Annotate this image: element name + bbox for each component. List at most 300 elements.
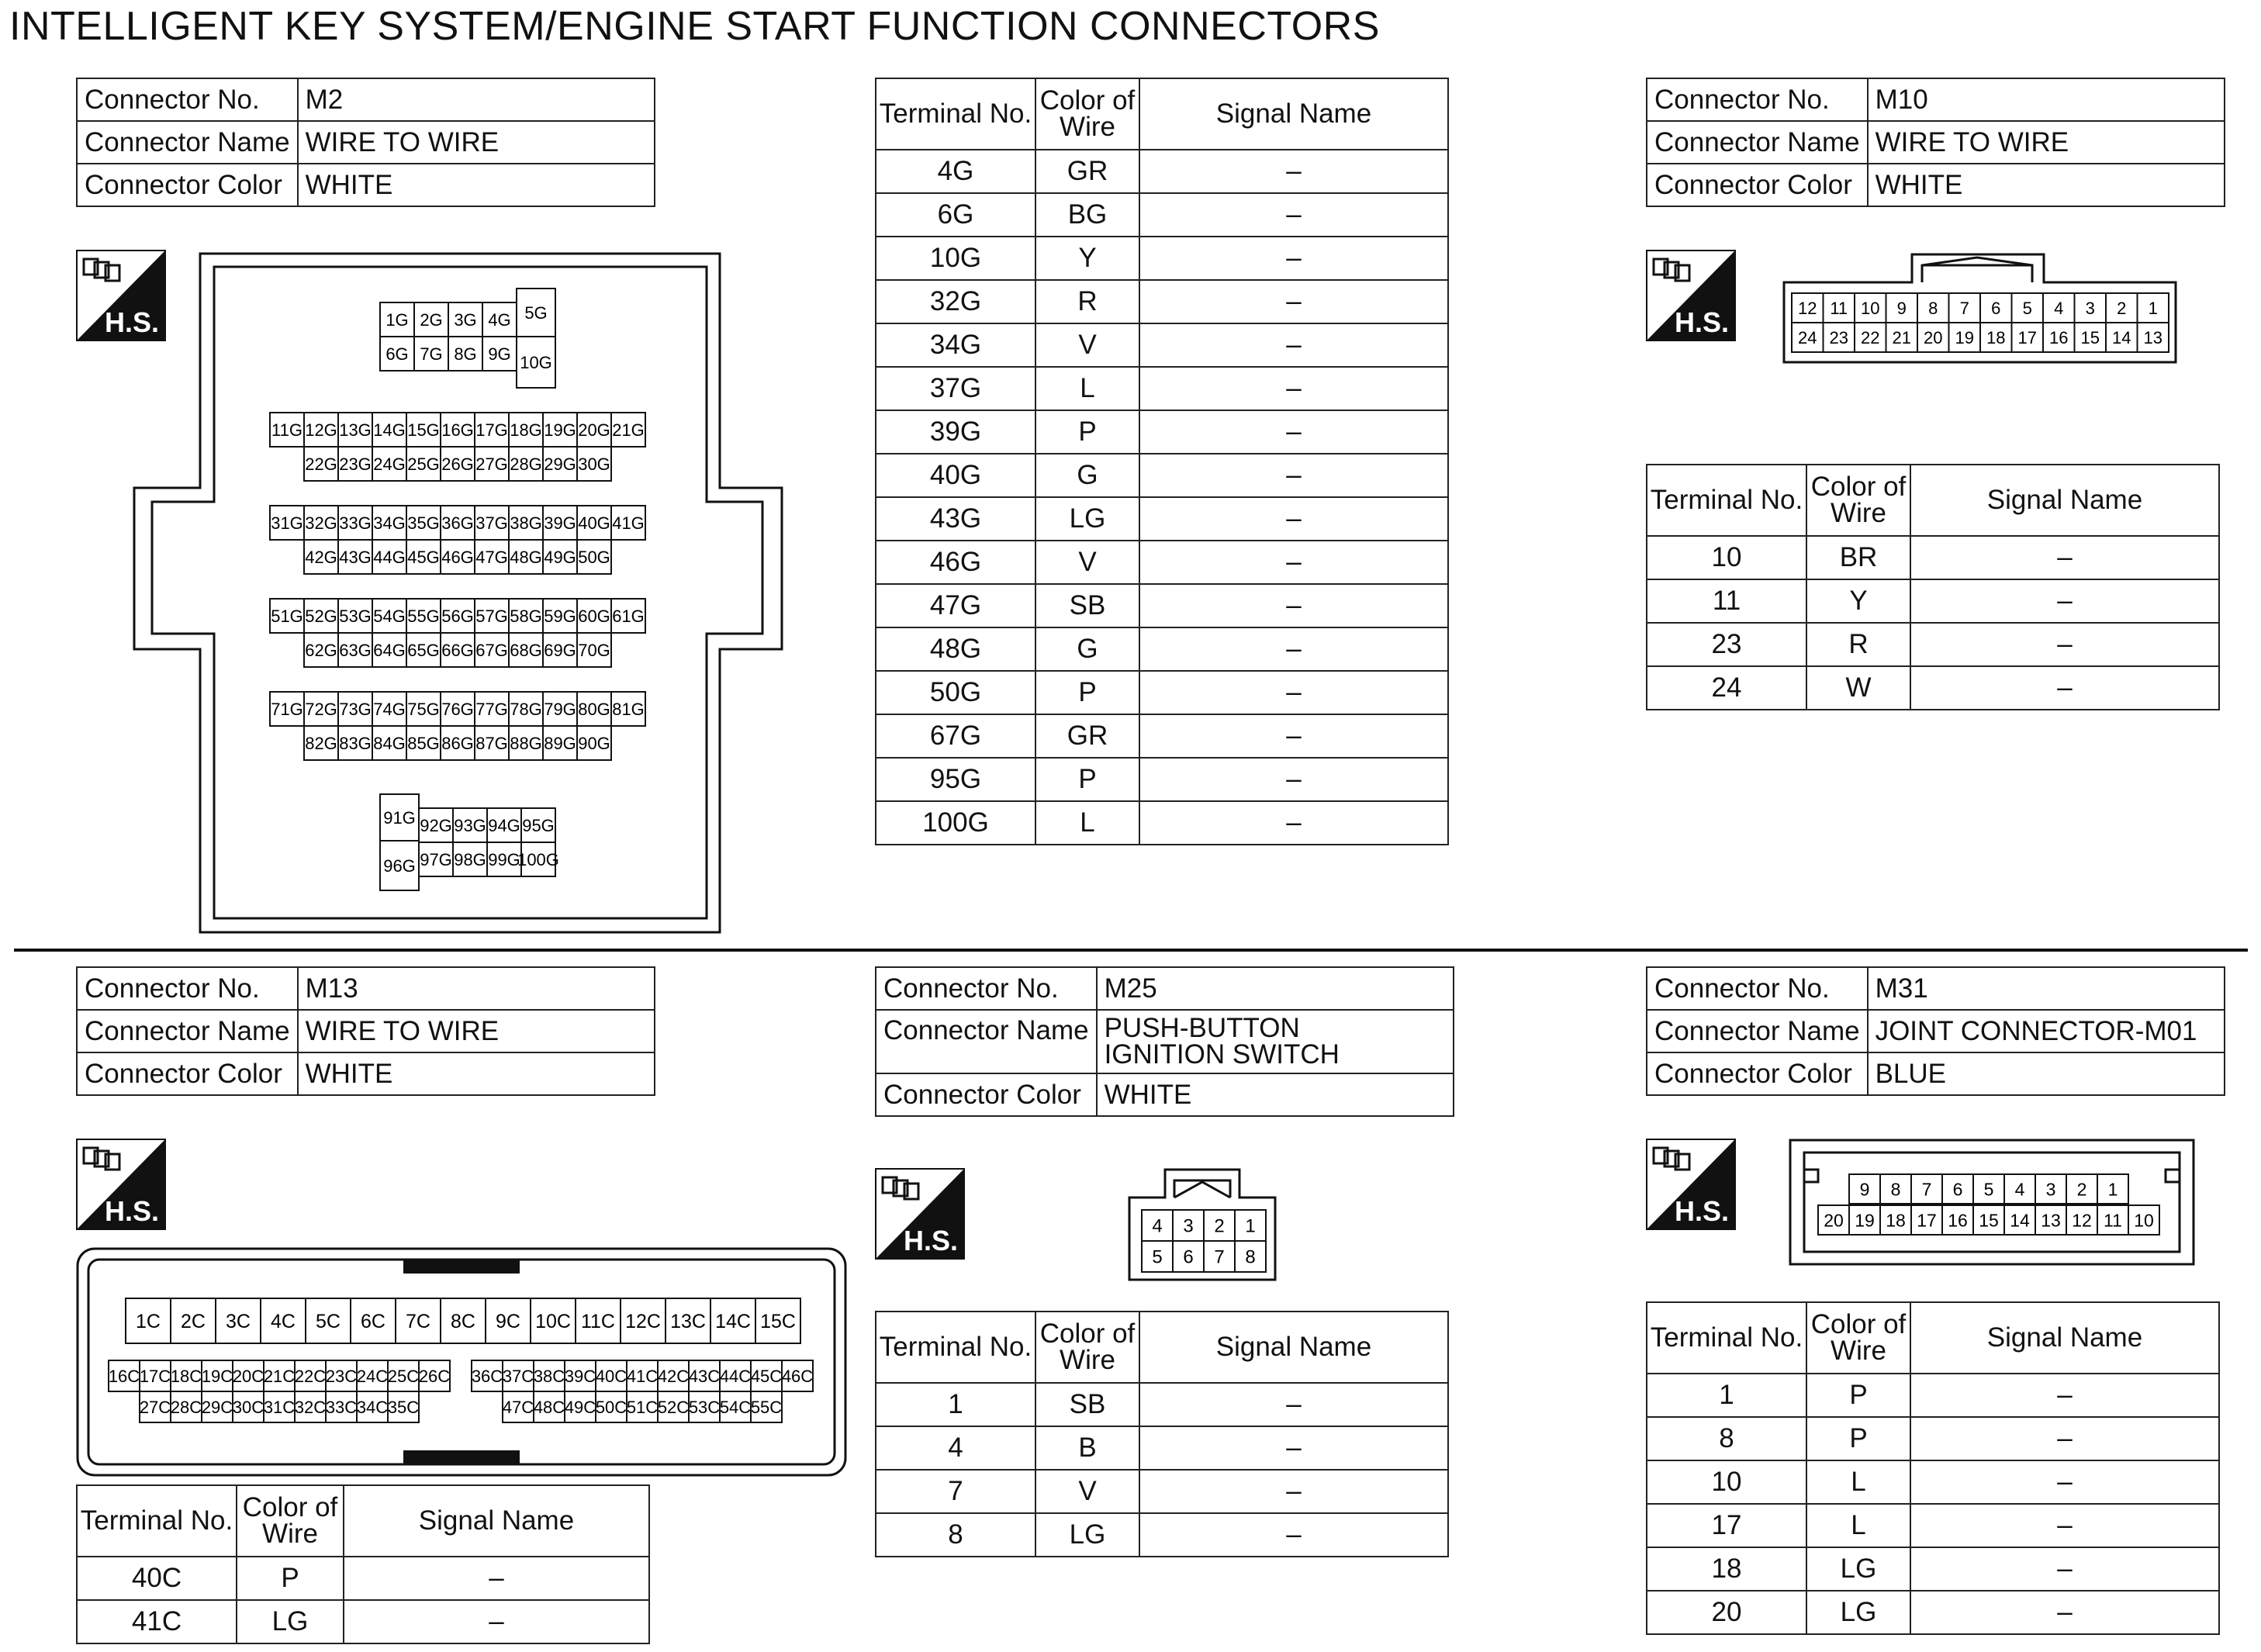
pin-label: 22G	[305, 454, 337, 474]
pin-label: 28C	[170, 1397, 202, 1417]
pin-label: 17G	[475, 420, 508, 440]
pin-label: 5C	[316, 1311, 341, 1332]
pin-label: 16C	[108, 1366, 140, 1386]
pin-label: 8G	[454, 344, 477, 364]
signal-name-cell: –	[1139, 237, 1448, 280]
pin-label: 48C	[533, 1397, 565, 1417]
pin-label: 19G	[544, 420, 576, 440]
wire-color-cell: LG	[237, 1600, 344, 1643]
pin-label: 5	[1152, 1246, 1163, 1268]
connector-name-label: Connector Name	[77, 1010, 298, 1052]
table-row	[1647, 1374, 2219, 1417]
signal-name-cell: –	[1139, 1513, 1448, 1557]
pin-label: 70G	[578, 640, 610, 660]
connector-name-label: Connector Name	[1647, 121, 1868, 164]
pin-label: 34G	[373, 513, 406, 533]
pin-label: 11G	[271, 420, 303, 440]
wire-color-cell: GR	[1035, 714, 1139, 758]
pin-label: 47G	[475, 547, 508, 567]
terminal-no-cell: 4G	[876, 150, 1035, 193]
pin-label: 43G	[339, 547, 372, 567]
pin-label: 15C	[760, 1311, 796, 1332]
pin-label: 24	[1798, 327, 1817, 347]
connector-color-value: WHITE	[1868, 164, 2225, 206]
connector-name-value: WIRE TO WIRE	[298, 1010, 655, 1052]
table-row	[876, 1470, 1448, 1513]
pin-label: 13	[2041, 1210, 2061, 1231]
pin-label: 37G	[475, 513, 508, 533]
signal-name-cell: –	[1139, 367, 1448, 410]
hs-label: H.S.	[1674, 1195, 1730, 1227]
m25-terminal-table	[875, 1311, 1449, 1557]
pin-label: 4G	[488, 309, 511, 330]
signal-name-cell: –	[1910, 1374, 2219, 1417]
table-row	[876, 801, 1448, 845]
connector-no-label: Connector No.	[77, 78, 298, 121]
signal-name-header: Signal Name	[1139, 1312, 1448, 1383]
pin-label: 15	[2080, 327, 2100, 347]
pin-label: 94G	[488, 815, 520, 835]
m31-terminal-table	[1646, 1301, 2220, 1635]
signal-name-cell: –	[1139, 801, 1448, 845]
pin-label: 12	[2072, 1210, 2092, 1231]
connector-color-value: BLUE	[1868, 1052, 2225, 1095]
pin-label: 52C	[657, 1397, 690, 1417]
pin-label: 34C	[356, 1397, 389, 1417]
connector-name-value: WIRE TO WIRE	[298, 121, 655, 164]
pin-label: 12	[1798, 298, 1817, 318]
signal-name-cell: –	[1910, 579, 2219, 623]
wire-color-cell: P	[1806, 1417, 1910, 1460]
pin-label: 1	[1245, 1215, 1256, 1237]
pin-label: 92G	[420, 815, 452, 835]
pin-label: 8C	[451, 1311, 475, 1332]
terminal-no-header: Terminal No.	[1647, 465, 1806, 536]
pin-label: 19	[1955, 327, 1974, 347]
pin-label: 1	[2107, 1179, 2118, 1200]
harness-side-icon	[1646, 250, 1736, 341]
signal-name-header: Signal Name	[1139, 78, 1448, 150]
pin-label: 41C	[626, 1366, 659, 1386]
pin-label: 82G	[305, 733, 337, 753]
table-row	[876, 410, 1448, 454]
hs-label: H.S.	[104, 306, 160, 338]
pin-label: 7	[1959, 298, 1969, 318]
table-row	[876, 758, 1448, 801]
m2-terminal-table	[875, 78, 1449, 845]
pin-label: 40C	[595, 1366, 627, 1386]
pin-label: 2	[2076, 1179, 2087, 1200]
pin-label: 97G	[420, 849, 452, 869]
connector-no-label: Connector No.	[876, 967, 1097, 1010]
pin-label: 14	[2112, 327, 2131, 347]
pin-label: 46G	[441, 547, 474, 567]
pin-label: 27C	[139, 1397, 171, 1417]
terminal-no-cell: 41C	[77, 1600, 237, 1643]
m25-connector-face	[1126, 1166, 1281, 1283]
connector-name-value: PUSH-BUTTON IGNITION SWITCH	[1097, 1010, 1454, 1073]
m10-info-table	[1646, 78, 2225, 207]
pin-label: 89G	[544, 733, 576, 753]
signal-name-cell: –	[1139, 280, 1448, 323]
pin-label: 18C	[170, 1366, 202, 1386]
connector-no-label: Connector No.	[1647, 967, 1868, 1010]
pin-label: 53C	[688, 1397, 721, 1417]
pin-label: 20	[1924, 327, 1943, 347]
pin-label: 54C	[719, 1397, 752, 1417]
table-row	[1647, 1547, 2219, 1591]
connector-no-value: M31	[1868, 967, 2225, 1010]
pin-label: 8	[1890, 1179, 1901, 1200]
pin-label: 23C	[325, 1366, 358, 1386]
pin-label: 36G	[441, 513, 474, 533]
pin-label: 12G	[305, 420, 337, 440]
pin-label: 24G	[373, 454, 406, 474]
pin-label: 44C	[719, 1366, 752, 1386]
table-row	[876, 497, 1448, 541]
terminal-no-header: Terminal No.	[876, 1312, 1035, 1383]
pin-label: 11	[1830, 298, 1848, 318]
pin-label: 50C	[595, 1397, 627, 1417]
pin-label: 55G	[407, 606, 440, 626]
pin-label: 2G	[420, 309, 443, 330]
table-row	[876, 541, 1448, 584]
pin-label: 90G	[578, 733, 610, 753]
pin-label: 6	[1952, 1179, 1963, 1200]
hs-label: H.S.	[903, 1225, 959, 1256]
pin-label: 23G	[339, 454, 372, 474]
pin-label: 16	[2049, 327, 2069, 347]
pin-label: 8	[1928, 298, 1938, 318]
pin-label: 69G	[544, 640, 576, 660]
pin-label: 27G	[475, 454, 508, 474]
pin-label: 73G	[339, 699, 372, 719]
harness-side-icon	[875, 1168, 965, 1260]
wire-color-cell: B	[1035, 1426, 1139, 1470]
pin-label: 16	[1948, 1210, 1968, 1231]
pin-label: 85G	[407, 733, 440, 753]
pin-label: 91G	[383, 807, 416, 828]
signal-name-cell: –	[1910, 1504, 2219, 1547]
pin-label: 81G	[612, 699, 645, 719]
terminal-no-cell: 6G	[876, 193, 1035, 237]
color-of-wire-header: Color of Wire	[1035, 1312, 1139, 1383]
pin-label: 20G	[578, 420, 610, 440]
m10-terminal-table	[1646, 464, 2220, 710]
terminal-no-cell: 67G	[876, 714, 1035, 758]
pin-label: 6G	[385, 344, 409, 364]
wire-color-cell: G	[1035, 454, 1139, 497]
pin-label: 49C	[564, 1397, 596, 1417]
terminal-no-cell: 100G	[876, 801, 1035, 845]
pin-label: 52G	[305, 606, 337, 626]
pin-label: 29G	[544, 454, 576, 474]
pin-label: 22	[1861, 327, 1880, 347]
wire-color-cell: L	[1035, 801, 1139, 845]
connector-no-value: M13	[298, 967, 655, 1010]
pin-label: 72G	[305, 699, 337, 719]
signal-name-cell: –	[344, 1557, 649, 1600]
terminal-no-cell: 18	[1647, 1547, 1806, 1591]
terminal-no-header: Terminal No.	[1647, 1302, 1806, 1374]
m10-connector-face	[1776, 250, 2187, 366]
signal-name-cell: –	[1910, 666, 2219, 710]
table-row	[876, 323, 1448, 367]
pin-label: 17	[1917, 1210, 1937, 1231]
color-of-wire-header: Color of Wire	[1806, 1302, 1910, 1374]
connector-no-value: M25	[1097, 967, 1454, 1010]
signal-name-header: Signal Name	[344, 1485, 649, 1557]
pin-label: 53G	[339, 606, 372, 626]
pin-label: 64G	[373, 640, 406, 660]
connector-no-value: M10	[1868, 78, 2225, 121]
pin-label: 7	[1214, 1246, 1225, 1268]
pin-label: 6C	[361, 1311, 385, 1332]
pin-label: 2C	[181, 1311, 206, 1332]
pin-label: 8	[1245, 1246, 1256, 1268]
pin-label: 45G	[407, 547, 440, 567]
terminal-no-cell: 1	[876, 1383, 1035, 1426]
wire-color-cell: P	[1035, 410, 1139, 454]
pin-label: 33C	[325, 1397, 358, 1417]
pin-label: 17C	[139, 1366, 171, 1386]
wire-color-cell: BR	[1806, 536, 1910, 579]
pin-label: 10	[2134, 1210, 2154, 1231]
pin-label: 30G	[578, 454, 610, 474]
table-row	[876, 671, 1448, 714]
pin-label: 12C	[625, 1311, 661, 1332]
table-row	[1647, 1460, 2219, 1504]
pin-label: 23	[1829, 327, 1848, 347]
m2-info-table	[76, 78, 655, 207]
terminal-no-cell: 17	[1647, 1504, 1806, 1547]
connector-color-label: Connector Color	[876, 1073, 1097, 1116]
terminal-no-header: Terminal No.	[77, 1485, 237, 1557]
wire-color-cell: P	[1806, 1374, 1910, 1417]
pin-label: 65G	[407, 640, 440, 660]
table-row	[876, 193, 1448, 237]
signal-name-cell: –	[1910, 1460, 2219, 1504]
pin-label: 99G	[488, 849, 520, 869]
signal-name-cell: –	[1139, 1383, 1448, 1426]
pin-label: 25G	[407, 454, 440, 474]
pin-label: 63G	[339, 640, 372, 660]
signal-name-cell: –	[1139, 758, 1448, 801]
terminal-no-cell: 24	[1647, 666, 1806, 710]
connector-name-label: Connector Name	[77, 121, 298, 164]
signal-name-cell: –	[1139, 671, 1448, 714]
table-row	[876, 280, 1448, 323]
pin-label: 100G	[517, 849, 559, 869]
connector-color-label: Connector Color	[1647, 164, 1868, 206]
connector-color-label: Connector Color	[77, 1052, 298, 1095]
table-row	[876, 1426, 1448, 1470]
wire-color-cell: BG	[1035, 193, 1139, 237]
pin-label: 25C	[387, 1366, 420, 1386]
pin-label: 32G	[305, 513, 337, 533]
pin-label: 43C	[688, 1366, 721, 1386]
pin-label: 78G	[510, 699, 542, 719]
pin-label: 58G	[510, 606, 542, 626]
pin-label: 4C	[271, 1311, 296, 1332]
pin-label: 19C	[201, 1366, 233, 1386]
terminal-no-cell: 10G	[876, 237, 1035, 280]
table-row	[876, 150, 1448, 193]
pin-label: 10G	[520, 352, 552, 372]
pin-label: 1C	[136, 1311, 161, 1332]
wire-color-cell: LG	[1035, 497, 1139, 541]
pin-label: 18G	[510, 420, 542, 440]
pin-label: 54G	[373, 606, 406, 626]
pin-label: 49G	[544, 547, 576, 567]
terminal-no-cell: 32G	[876, 280, 1035, 323]
terminal-no-cell: 10	[1647, 536, 1806, 579]
connector-no-value: M2	[298, 78, 655, 121]
pin-label: 76G	[441, 699, 474, 719]
wire-color-cell: R	[1035, 280, 1139, 323]
pin-label: 86G	[441, 733, 474, 753]
pin-label: 40G	[578, 513, 610, 533]
pin-label: 11	[2104, 1210, 2122, 1231]
signal-name-cell: –	[1139, 714, 1448, 758]
pin-label: 13	[2143, 327, 2162, 347]
pin-label: 32C	[294, 1397, 327, 1417]
pin-label: 3	[2085, 298, 2095, 318]
section-divider	[14, 949, 2248, 952]
pin-label: 47C	[502, 1397, 534, 1417]
table-row	[1647, 1591, 2219, 1634]
pin-label: 68G	[510, 640, 542, 660]
pin-label: 4	[2054, 298, 2064, 318]
table-row	[1647, 579, 2219, 623]
pin-label: 37C	[502, 1366, 534, 1386]
pin-label: 55C	[750, 1397, 783, 1417]
pin-label: 26G	[441, 454, 474, 474]
pin-label: 21C	[263, 1366, 296, 1386]
terminal-no-cell: 11	[1647, 579, 1806, 623]
table-row	[876, 714, 1448, 758]
connector-no-label: Connector No.	[1647, 78, 1868, 121]
m13-terminal-table	[76, 1484, 650, 1644]
pin-label: 39C	[564, 1366, 596, 1386]
signal-name-header: Signal Name	[1910, 1302, 2219, 1374]
pin-label: 16G	[441, 420, 474, 440]
wire-color-cell: V	[1035, 1470, 1139, 1513]
pin-label: 24C	[356, 1366, 389, 1386]
pin-label: 14	[2010, 1210, 2030, 1231]
pin-label: 39G	[544, 513, 576, 533]
pin-label: 95G	[522, 815, 555, 835]
connector-color-label: Connector Color	[1647, 1052, 1868, 1095]
connector-color-value: WHITE	[1097, 1073, 1454, 1116]
connector-color-value: WHITE	[298, 1052, 655, 1095]
wire-color-cell: Y	[1806, 579, 1910, 623]
pin-label: 19	[1855, 1210, 1875, 1231]
pin-label: 35C	[387, 1397, 420, 1417]
terminal-no-cell: 95G	[876, 758, 1035, 801]
pin-label: 3G	[454, 309, 477, 330]
pin-label: 36C	[471, 1366, 503, 1386]
pin-label: 22C	[294, 1366, 327, 1386]
hs-label: H.S.	[1674, 306, 1730, 338]
signal-name-cell: –	[1139, 193, 1448, 237]
pin-label: 87G	[475, 733, 508, 753]
pin-label: 29C	[201, 1397, 233, 1417]
signal-name-cell: –	[1139, 497, 1448, 541]
pin-label: 45C	[750, 1366, 783, 1386]
pin-label: 6	[1183, 1246, 1194, 1268]
wire-color-cell: W	[1806, 666, 1910, 710]
pin-label: 31G	[271, 513, 303, 533]
pin-label: 1	[2148, 298, 2158, 318]
pin-label: 80G	[578, 699, 610, 719]
table-row	[876, 627, 1448, 671]
table-row	[1647, 1504, 2219, 1547]
pin-label: 14G	[373, 420, 406, 440]
table-row	[1647, 1417, 2219, 1460]
m31-connector-face	[1787, 1137, 2200, 1269]
signal-name-cell: –	[1910, 1547, 2219, 1591]
pin-label: 18	[1886, 1210, 1906, 1231]
pin-label: 4	[1152, 1215, 1163, 1237]
terminal-no-header: Terminal No.	[876, 78, 1035, 150]
pin-label: 20	[1824, 1210, 1844, 1231]
pin-label: 2	[2117, 298, 2127, 318]
terminal-no-cell: 46G	[876, 541, 1035, 584]
pin-label: 21G	[612, 420, 645, 440]
terminal-no-cell: 40C	[77, 1557, 237, 1600]
m31-info-table	[1646, 966, 2225, 1096]
connector-color-label: Connector Color	[77, 164, 298, 206]
terminal-no-cell: 48G	[876, 627, 1035, 671]
connector-name-label: Connector Name	[876, 1010, 1097, 1073]
pin-label: 30C	[232, 1397, 264, 1417]
wire-color-cell: G	[1035, 627, 1139, 671]
pin-label: 74G	[373, 699, 406, 719]
terminal-no-cell: 37G	[876, 367, 1035, 410]
table-row	[77, 1557, 649, 1600]
wire-color-cell: LG	[1806, 1591, 1910, 1634]
pin-label: 62G	[305, 640, 337, 660]
pin-label: 7G	[420, 344, 443, 364]
terminal-no-cell: 23	[1647, 623, 1806, 666]
pin-label: 35G	[407, 513, 440, 533]
signal-name-cell: –	[1139, 410, 1448, 454]
pin-label: 15G	[407, 420, 440, 440]
connector-name-value: JOINT CONNECTOR-M01	[1868, 1010, 2225, 1052]
color-of-wire-header: Color of Wire	[237, 1485, 344, 1557]
pin-label: 84G	[373, 733, 406, 753]
color-of-wire-header: Color of Wire	[1035, 78, 1139, 150]
signal-name-cell: –	[1139, 584, 1448, 627]
wire-color-cell: R	[1806, 623, 1910, 666]
wire-color-cell: L	[1806, 1460, 1910, 1504]
pin-label: 17	[2017, 327, 2037, 347]
wire-color-cell: V	[1035, 541, 1139, 584]
pin-label: 79G	[544, 699, 576, 719]
pin-label: 77G	[475, 699, 508, 719]
pin-label: 98G	[454, 849, 486, 869]
connector-color-value: WHITE	[298, 164, 655, 206]
wire-color-cell: P	[1035, 671, 1139, 714]
pin-label: 9G	[488, 344, 511, 364]
m13-info-table	[76, 966, 655, 1096]
pin-label: 21	[1892, 327, 1911, 347]
table-row	[1647, 536, 2219, 579]
pin-label: 71G	[271, 699, 303, 719]
terminal-no-cell: 40G	[876, 454, 1035, 497]
wire-color-cell: SB	[1035, 1383, 1139, 1426]
